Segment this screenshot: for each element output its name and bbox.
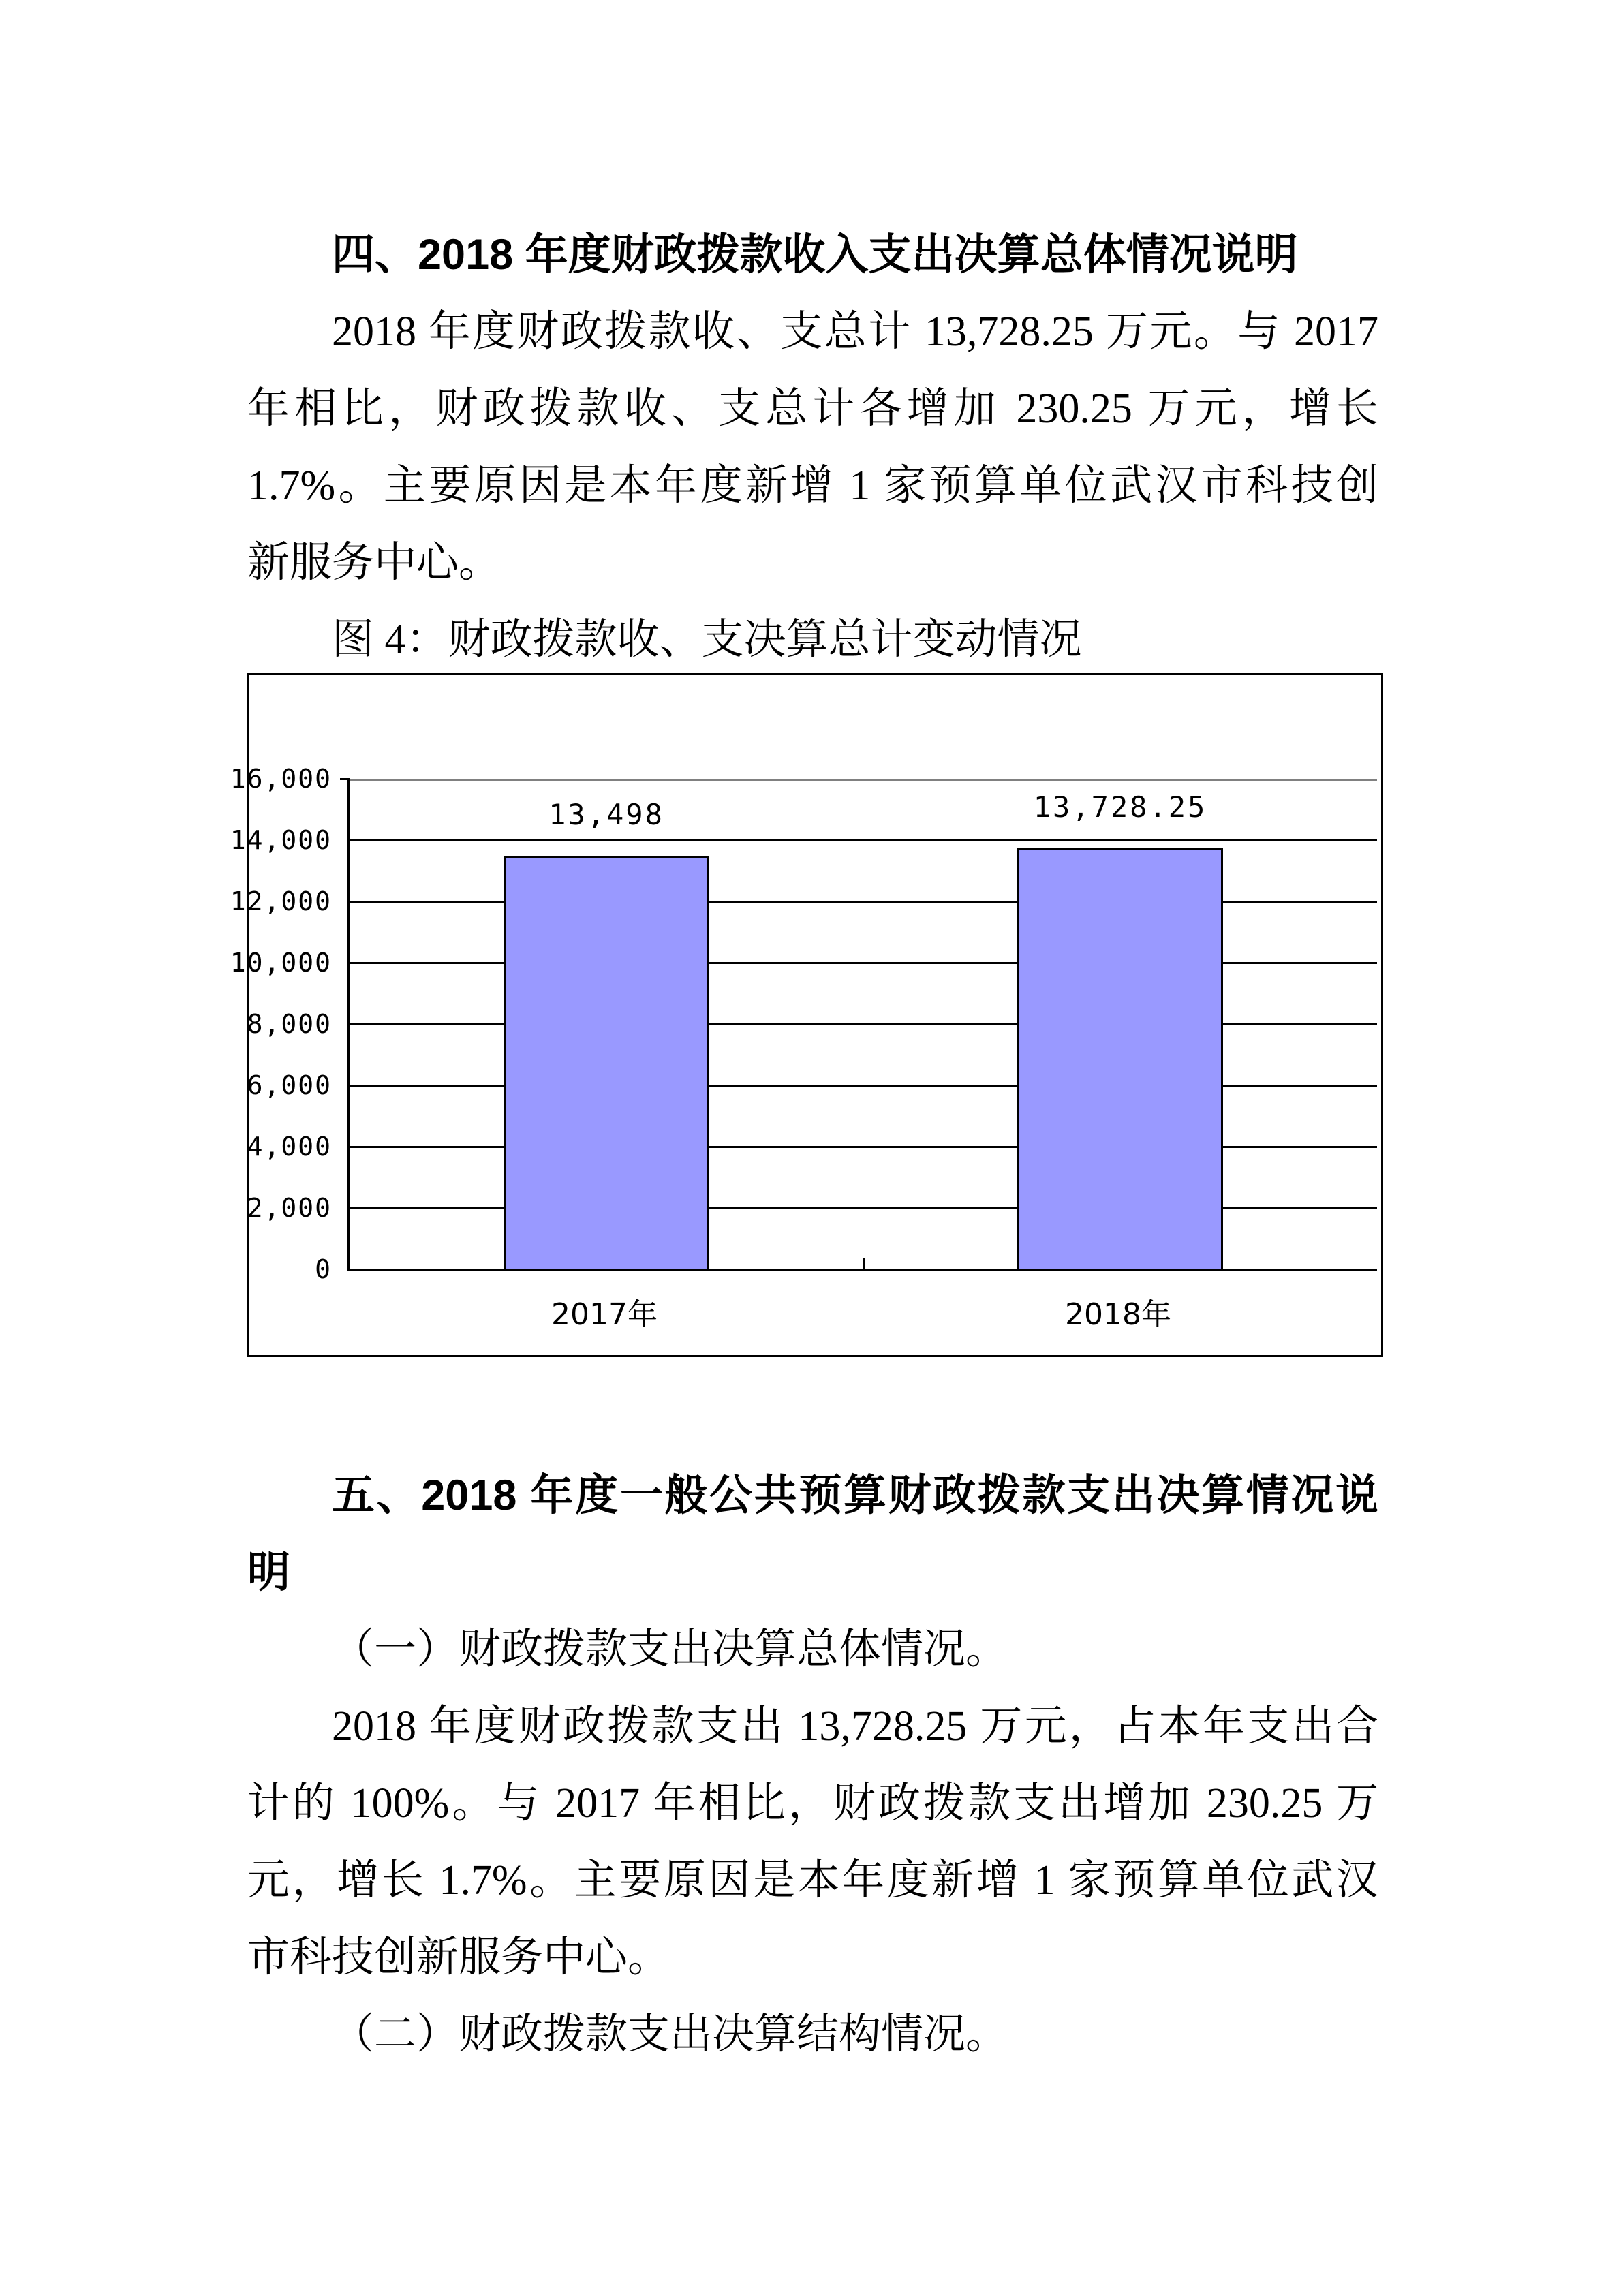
y-tick-label: 14,000 <box>230 825 332 855</box>
section-5-paragraph-line-2: 计的 100%。与 2017 年相比，财政拨款支出增加 230.25 万 <box>247 1780 1378 1827</box>
y-tick-label: 8,000 <box>247 1009 332 1039</box>
y-tick-label: 4,000 <box>247 1132 332 1162</box>
x-tick-label: 2018年 <box>1065 1297 1171 1332</box>
section-4-paragraph-line-3: 1.7%。主要原因是本年度新增 1 家预算单位武汉市科技创 <box>247 463 1378 509</box>
section-4-paragraph-line-2: 年相比，财政拨款收、支总计各增加 230.25 万元，增长 <box>247 386 1378 432</box>
x-axis-labels <box>347 1290 1375 1337</box>
y-axis-labels <box>230 764 332 1284</box>
gridline <box>350 839 1377 841</box>
section-5-paragraph-line-4: 市科技创新服务中心。 <box>247 1934 670 1981</box>
section-4-paragraph-line-4: 新服务中心。 <box>247 540 501 586</box>
section-4-heading: 四、2018 年度财政拨款收入支出决算总体情况说明 <box>332 231 1298 279</box>
y-tick-label: 2,000 <box>247 1193 332 1223</box>
section-4-paragraph-line-1: 2018 年度财政拨款收、支总计 13,728.25 万元。与 2017 <box>332 309 1378 355</box>
y-tick-label: 10,000 <box>230 948 332 978</box>
section-5-item-1: （一）财政拨款支出决算总体情况。 <box>332 1626 1008 1673</box>
x-axis-center-tick <box>863 1258 865 1269</box>
bar-value-label: 13,728.25 <box>1033 790 1207 824</box>
gridline-top <box>350 779 1377 781</box>
y-axis-top-tick <box>340 778 350 780</box>
figure-4-caption: 图 4：财政拨款收、支决算总计变动情况 <box>332 617 1082 663</box>
x-tick-label: 2017年 <box>551 1297 658 1332</box>
plot-area <box>347 779 1377 1271</box>
section-4 <box>247 217 1378 679</box>
figure-4-chart <box>230 673 1383 1357</box>
bar-value-label: 13,498 <box>548 797 664 831</box>
y-tick-label: 12,000 <box>230 886 332 916</box>
bar-2017年 <box>504 856 709 1269</box>
section-5-paragraph-line-1: 2018 年度财政拨款支出 13,728.25 万元，占本年支出合 <box>332 1703 1378 1750</box>
section-5 <box>247 1457 1378 2073</box>
bar-2018年 <box>1017 848 1223 1269</box>
section-5-heading-line-1: 五、2018 年度一般公共预算财政拨款支出决算情况说 <box>332 1472 1378 1519</box>
section-5-paragraph-line-3: 元，增长 1.7%。主要原因是本年度新增 1 家预算单位武汉 <box>247 1857 1378 1904</box>
y-tick-label: 0 <box>315 1254 332 1284</box>
section-5-heading-line-2: 明 <box>247 1549 290 1596</box>
y-tick-label: 6,000 <box>247 1070 332 1100</box>
y-tick-label: 16,000 <box>230 764 332 794</box>
section-5-item-2: （二）财政拨款支出决算结构情况。 <box>332 2011 1008 2058</box>
